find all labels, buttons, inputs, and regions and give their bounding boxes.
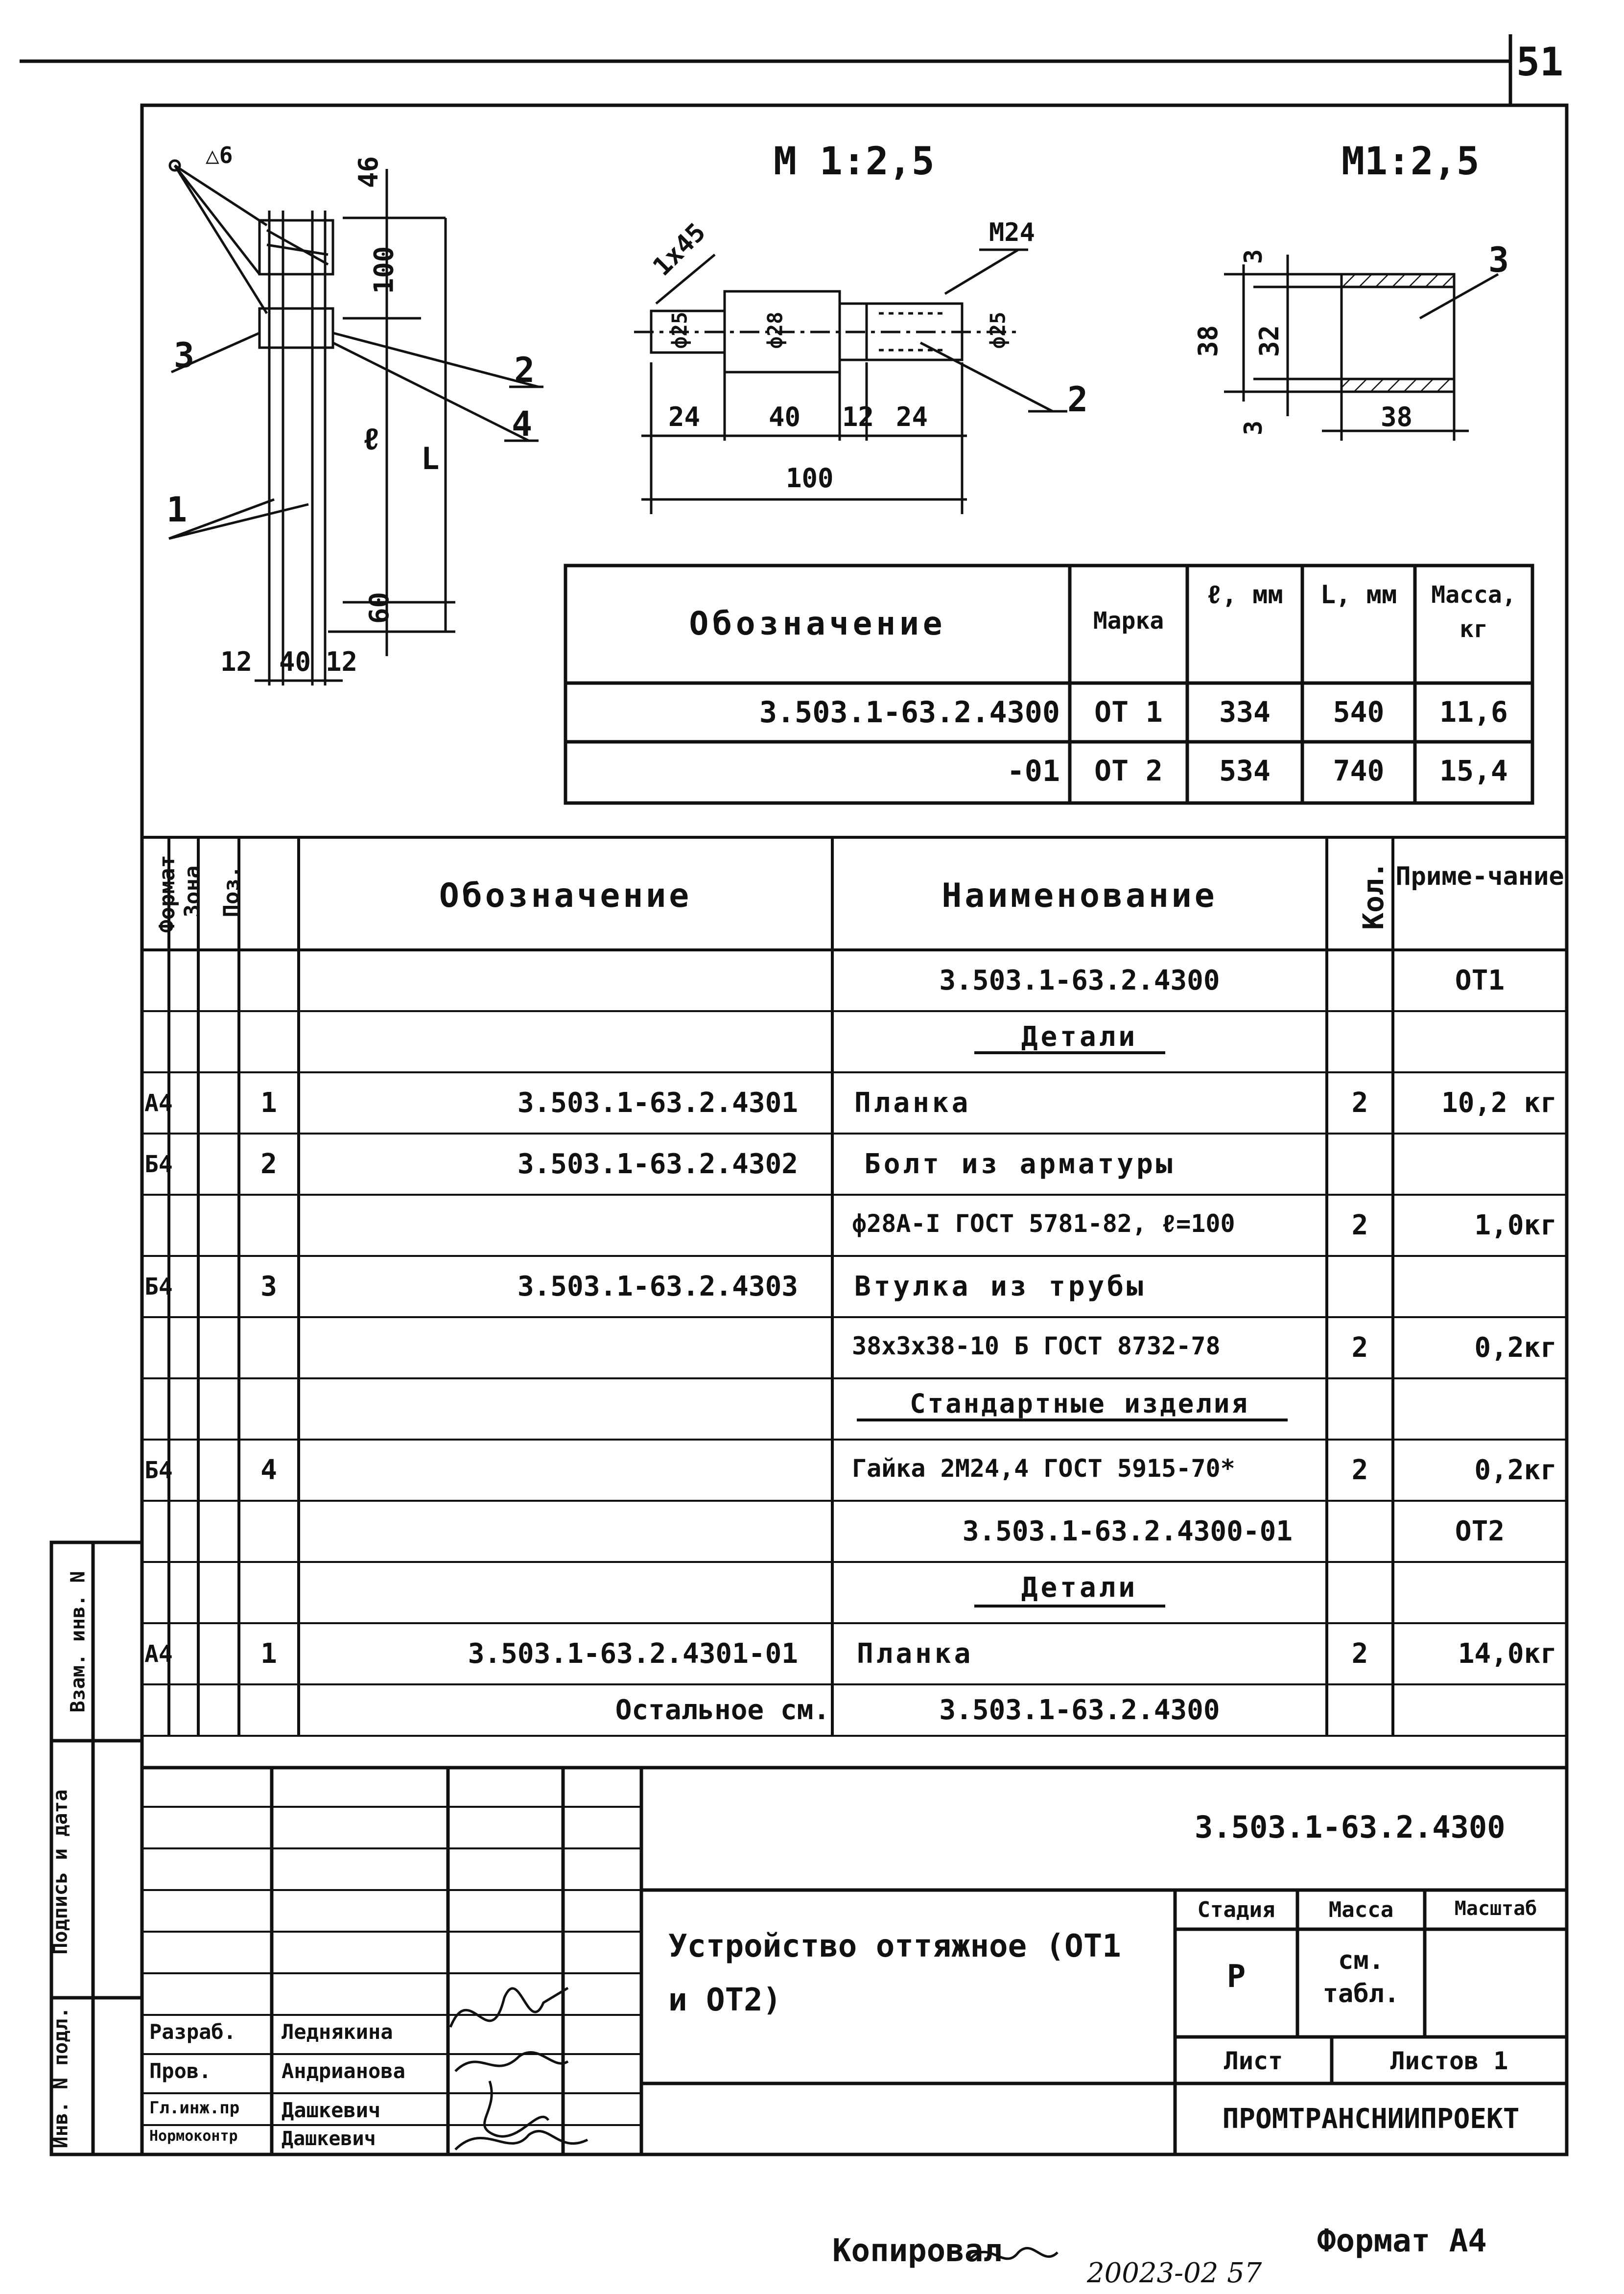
vt-row1-mark: ОТ 1 <box>1094 695 1163 729</box>
dim-l: ℓ <box>362 421 381 457</box>
spec-section-heading: Детали <box>1021 1572 1138 1604</box>
bolt-dim-12: 12 <box>842 402 874 432</box>
spec-header-pos: Поз. <box>219 865 244 918</box>
spec-header-name: Наименование <box>941 876 1218 915</box>
weld-mark: △6 <box>206 142 233 168</box>
bolt-callout: 2 <box>1067 379 1088 420</box>
spec-format: А4 <box>144 1640 173 1668</box>
spec-format: Б4 <box>144 1151 173 1178</box>
spec-name: Планка <box>857 1638 974 1670</box>
bolt-dim-100: 100 <box>786 463 834 494</box>
sheet-label: Лист <box>1224 2047 1283 2075</box>
vt-row2-mass: 15,4 <box>1439 754 1508 787</box>
spec-name: ф28А-I ГОСТ 5781-82, ℓ=100 <box>852 1209 1235 1238</box>
spec-designation: 3.503.1-63.2.4303 <box>517 1271 798 1302</box>
vt-header-designation: Обозначение <box>689 605 946 642</box>
spec-name: 3.503.1-63.2.4300 <box>939 965 1220 996</box>
dia-25a: ф25 <box>667 311 692 349</box>
dia-25b: ф25 <box>986 311 1010 349</box>
spec-name: Болт из арматуры <box>864 1148 1176 1180</box>
callout-4: 4 <box>512 404 533 444</box>
spec-note: 0,2кг <box>1474 1332 1557 1364</box>
stamp-vzam-inv: Взам. инв. N <box>67 1571 90 1713</box>
callout-2: 2 <box>514 350 535 390</box>
spec-header-format: Формат <box>154 855 180 933</box>
dim-40: 40 <box>279 646 311 677</box>
spec-name: Планка <box>854 1087 971 1119</box>
doc-code: 3.503.1-63.2.4300 <box>1195 1809 1506 1845</box>
sleeve-dim-38h: 38 <box>1381 402 1413 432</box>
spec-note: 1,0кг <box>1474 1209 1557 1241</box>
role-0: Разраб. <box>149 2020 236 2044</box>
sleeve-dim-3top: 3 <box>1239 249 1268 264</box>
spec-header-qty: Кол. <box>1356 861 1390 930</box>
bolt-dim-24b: 24 <box>896 402 928 432</box>
dia-28: ф28 <box>763 311 787 349</box>
spec-format: Б4 <box>144 1457 173 1484</box>
spec-header-note: Приме-чание <box>1395 862 1564 891</box>
vt-row2-designation: -01 <box>1007 754 1060 788</box>
sleeve-callout: 3 <box>1488 240 1509 280</box>
name-1: Андрианова <box>282 2059 405 2083</box>
doc-title: Устройство оттяжное (ОТ1 и ОТ2) <box>668 1928 1121 2018</box>
dim-12b: 12 <box>326 646 358 677</box>
spec-name: 3.503.1-63.2.4300 <box>939 1694 1220 1726</box>
format-label: Формат А4 <box>1317 2223 1487 2259</box>
spec-pos: 1 <box>260 1087 277 1119</box>
spec-note: 0,2кг <box>1474 1454 1557 1486</box>
vt-row1-L: 540 <box>1333 695 1385 729</box>
org-name: ПРОМТРАНСНИИПРОЕКТ <box>1222 2103 1520 2135</box>
spec-qty: 2 <box>1351 1332 1368 1364</box>
vt-row2-mark: ОТ 2 <box>1094 754 1163 787</box>
vt-header-l: ℓ, мм <box>1206 580 1283 610</box>
mass-value: см. табл. <box>1322 1946 1400 2009</box>
spec-designation: 3.503.1-63.2.4301-01 <box>468 1638 798 1670</box>
spec-name: Гайка 2М24,4 ГОСТ 5915-70* <box>852 1454 1235 1483</box>
bolt-dim-24a: 24 <box>668 402 701 432</box>
spec-pos: 1 <box>260 1638 277 1670</box>
archive-number: 20023-02 57 <box>1087 2257 1262 2289</box>
name-0: Леднякина <box>282 2020 393 2044</box>
scale-center: М 1:2,5 <box>774 140 935 184</box>
spec-section-heading: Детали <box>1021 1021 1138 1053</box>
stage-label: Стадия <box>1197 1897 1275 1922</box>
spec-pos: 3 <box>260 1271 277 1302</box>
spec-pos: 2 <box>260 1148 277 1180</box>
scale-right: М1:2,5 <box>1342 140 1480 184</box>
sleeve-dim-3bot: 3 <box>1239 420 1268 436</box>
spec-section-heading: Стандартные изделия <box>910 1388 1249 1419</box>
spec-pos: 4 <box>260 1454 277 1486</box>
spec-format: Б4 <box>144 1273 173 1301</box>
bolt-dim-40: 40 <box>769 402 801 432</box>
role-3: Нормоконтр <box>149 2128 238 2145</box>
name-3: Дашкевич <box>282 2128 376 2150</box>
page-number: 51 <box>1516 39 1564 85</box>
vt-row1-mass: 11,6 <box>1439 695 1508 729</box>
vt-row1-designation: 3.503.1-63.2.4300 <box>759 695 1060 730</box>
spec-note: 14,0кг <box>1458 1638 1557 1670</box>
role-1: Пров. <box>149 2059 212 2083</box>
vt-header-mass: Масса, кг <box>1431 581 1516 643</box>
dim-46: 46 <box>353 156 384 189</box>
spec-name: 3.503.1-63.2.4300-01 <box>962 1515 1293 1547</box>
dim-60: 60 <box>364 591 395 624</box>
vt-row2-L: 740 <box>1333 754 1385 787</box>
spec-qty: 2 <box>1351 1209 1368 1241</box>
role-2: Гл.инж.пр <box>149 2098 240 2118</box>
dim-L: L <box>421 441 440 476</box>
vt-row2-l: 534 <box>1219 754 1271 787</box>
spec-designation: Остальное см. <box>615 1694 830 1726</box>
spec-qty: 2 <box>1351 1638 1368 1670</box>
stamp-signature-date: Подпись и дата <box>49 1789 72 1955</box>
sheets-label: Листов 1 <box>1390 2047 1508 2075</box>
spec-note: 10,2 кг <box>1441 1087 1557 1119</box>
stage-value: Р <box>1226 1959 1246 1995</box>
spec-qty: 2 <box>1351 1087 1368 1119</box>
spec-note: ОТ2 <box>1455 1515 1505 1547</box>
dim-12a: 12 <box>220 646 253 677</box>
scale-label: Масштаб <box>1454 1897 1537 1920</box>
name-2: Дашкевич <box>282 2098 381 2122</box>
signatures <box>450 1988 1058 2260</box>
sleeve-dim-38v: 38 <box>1193 325 1224 357</box>
mass-label: Масса <box>1328 1897 1394 1922</box>
chamfer-label: 1х45 <box>647 217 712 282</box>
spec-name: Втулка из трубы <box>854 1271 1146 1302</box>
stamp-inv-podl: Инв. N подл. <box>49 2007 72 2149</box>
thread-label: М24 <box>989 218 1035 247</box>
callout-3: 3 <box>174 335 195 376</box>
vt-header-mark: Марка <box>1093 607 1164 635</box>
callout-1: 1 <box>166 490 188 530</box>
spec-header-zone: Зона <box>180 865 205 918</box>
sleeve-dim-32: 32 <box>1254 325 1285 357</box>
dim-100: 100 <box>368 246 400 294</box>
spec-designation: 3.503.1-63.2.4302 <box>517 1148 798 1180</box>
spec-note: ОТ1 <box>1455 965 1505 996</box>
spec-qty: 2 <box>1351 1454 1368 1486</box>
spec-designation: 3.503.1-63.2.4301 <box>517 1087 798 1119</box>
copied-label: Копировал <box>832 2233 1002 2269</box>
vt-header-L: L, мм <box>1320 580 1397 610</box>
spec-header-designation: Обозначение <box>439 876 692 915</box>
spec-format: А4 <box>144 1089 173 1117</box>
vt-row1-l: 334 <box>1219 695 1271 729</box>
spec-name: 38х3х38-10 Б ГОСТ 8732-78 <box>852 1332 1221 1360</box>
